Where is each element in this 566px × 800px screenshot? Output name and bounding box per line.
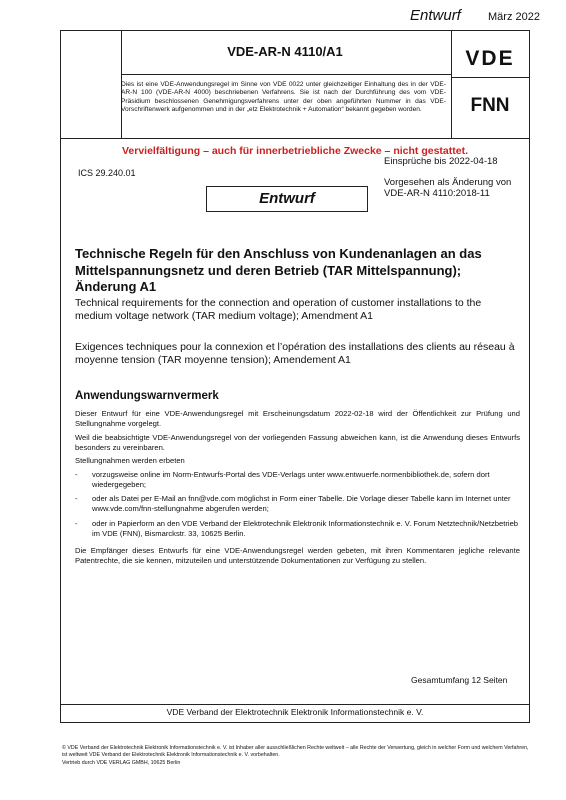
- copy-warning: Vervielfältigung – auch für innerbetriebliche Zwecke – nicht gestattet.: [121, 145, 468, 157]
- title-german: Technische Regeln für den Anschluss von Kundenanlagen an das Mittelspannungsnetz und deren Betrieb (TAR Mittelspannung); Änderung A1: [75, 246, 482, 294]
- draft-box: Entwurf: [206, 186, 368, 212]
- publisher: VDE Verband der Elektrotechnik Elektronik Informationstechnik e. V.: [166, 707, 424, 717]
- distribution-note: Vertrieb durch VDE VERLAG GMBH, 10625 Berlin: [62, 760, 181, 766]
- copyright-notice: © VDE Verband der Elektrotechnik Elektronik Informationstechnik e. V. ist Inhaber aller ausschließlichen Rechte weltweit – alle Rechte der Verwertung, gleich in welcher Form und welchem Verfahren, ist weltweit VDE Verband der Elektrotechnik Elektronik Informationstechnik e. V. vorbehalten.: [62, 745, 529, 758]
- list-dash: -: [75, 519, 78, 528]
- ics-code: ICS 29.240.01: [78, 168, 136, 178]
- list-item-text: vorzugsweise online im Norm-Entwurfs-Portal des VDE-Verlags unter www.entwuerfe.normenbibliothek.de, sofern dort wiedergegeben;: [92, 470, 490, 489]
- vde-logo-text: VDE: [465, 48, 515, 68]
- title-english: Technical requirements for the connection and operation of customer installations to the medium voltage network (TAR medium voltage); Amendment A1: [75, 297, 482, 322]
- objection-deadline: Einsprüche bis 2022-04-18: [384, 156, 498, 167]
- list-dash: -: [75, 494, 78, 503]
- fnn-label: FNN: [470, 95, 510, 116]
- section-heading: Anwendungswarnvermerk: [75, 390, 219, 402]
- total-pages: Gesamtumfang 12 Seiten: [411, 675, 508, 685]
- paragraph-2: Weil die beabsichtigte VDE-Anwendungsregel von der vorliegenden Fassung abweichen kann, ist die Anwendung dieses Entwurfs besonders zu vereinbaren.: [75, 433, 520, 452]
- title-french: Exigences techniques pour la connexion et l’opération des installations des clients au réseau à moyenne tension (TAR moyenne tension); Amendement A1: [75, 341, 515, 366]
- list-item-text: oder in Papierform an den VDE Verband der Elektrotechnik Elektronik Informationstechnik e. V. Forum Netztechnik/Netzbetrieb im VDE (FNN), Bismarckstr. 33, 10625 Berlin.: [92, 519, 519, 538]
- list-item-text: oder als Datei per E-Mail an fnn@vde.com möglichst in Form einer Tabelle. Die Vorlage dieser Tabelle kann im Internet unter www.vde.com/fnn-stellungnahme abgerufen werden;: [92, 494, 511, 513]
- issue-date: März 2022: [488, 11, 540, 23]
- planned-amendment-line1: Vorgesehen als Änderung von: [384, 177, 512, 188]
- vde-logo-mark: [455, 48, 525, 68]
- vde-logo: [452, 40, 528, 76]
- draft-label-top: Entwurf: [410, 7, 461, 24]
- paragraph-4: Die Empfänger dieses Entwurfs für eine VDE-Anwendungsregel werden gebeten, mit ihren Kommentaren jegliche relevante Patentrechte, die sie kennen, mitzuteilen und unterstützende Dokumentationen zur Verfügung zu stellen.: [75, 546, 520, 565]
- document-frame: [60, 30, 530, 723]
- planned-amendment: [384, 177, 511, 199]
- standard-id: VDE-AR-N 4110/A1: [227, 44, 343, 59]
- planned-amendment-line2: VDE-AR-N 4110:2018-11: [384, 188, 490, 199]
- header-note: Dies ist eine VDE-Anwendungsregel im Sinne von VDE 0022 unter gleichzeitiger Einhaltung des in der VDE-AR-N 100 (VDE-AR-N 4000) beschriebenen Verfahrens. Sie ist nach der Durchführung des vom VDE-Präsidium beschlossenen Genehmigungsverfahrens unter der oben angeführten Nummer in das VDE-Vorschriftenwerk aufgenommen und in der „etz Elektrotechnik + Automation“ bekannt gegeben worden.: [121, 81, 446, 113]
- paragraph-1: Dieser Entwurf für eine VDE-Anwendungsregel mit Erscheinungsdatum 2022-02-18 wird der Öffentlichkeit zur Prüfung und Stellungnahme vorgelegt.: [75, 409, 520, 428]
- paragraph-3: Stellungnahmen werden erbeten: [75, 456, 185, 465]
- list-dash: -: [75, 470, 78, 479]
